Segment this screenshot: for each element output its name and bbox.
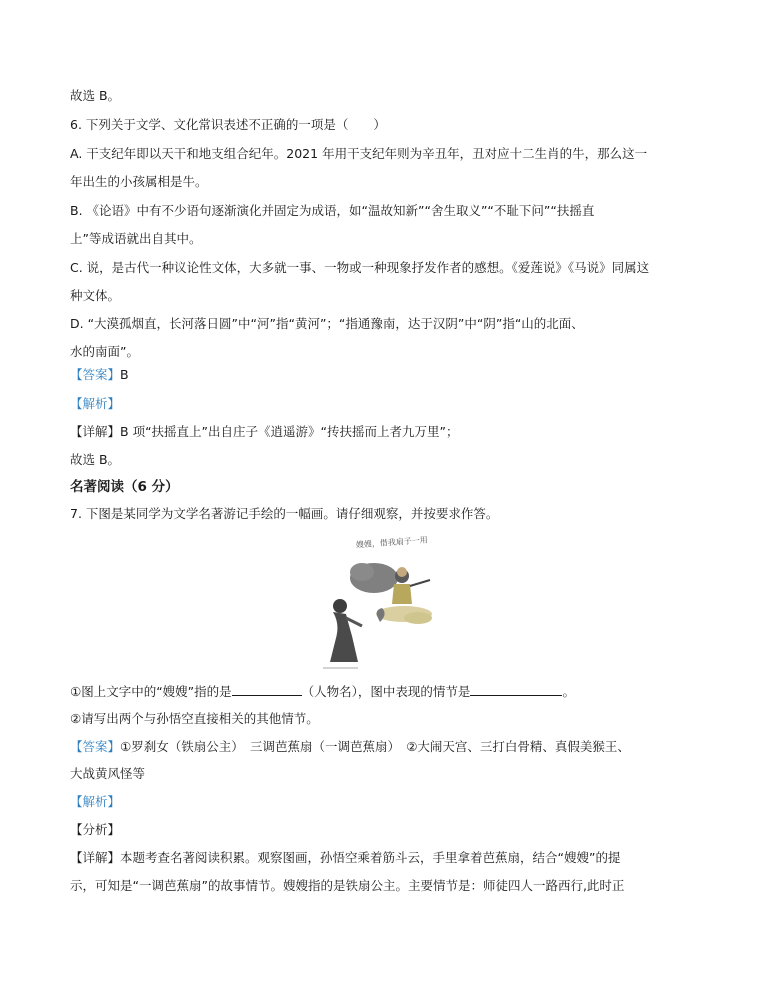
answer-text-1: ①罗刹女（铁扇公主） 三调芭蕉扇（一调芭蕉扇） ②大闹天宫、三打白骨精、真假美猴王、 (120, 739, 630, 754)
detail-tag: 【详解】 (70, 850, 121, 865)
q6-analysis-tag: 【解析】 (70, 396, 121, 411)
option-d-line-2: 水的南面”。 (70, 344, 139, 359)
q7-answer (70, 739, 630, 755)
part-1-text-a: ①图上文字中的“嫂嫂”指的是 (70, 684, 232, 699)
section-heading: 名著阅读（6 分） (70, 479, 179, 495)
q6-answer (70, 367, 129, 383)
option-b-line-1: B. 《论语》中有不少语句逐渐演化并固定为成语，如“温故知新”“舍生取义”“不耻下问”“扶摇直 (70, 203, 595, 218)
option-d-line-1: D. “大漠孤烟直，长河落日圆”中“河”指“黄河”；“指通豫南，达于汉阴”中“阴”指“山的北面、 (70, 316, 584, 331)
option-c-line-1: C. 说，是古代一种议论性文体，大多就一事、一物或一种现象抒发作者的感想。《爱莲说》《马说》同属这 (70, 260, 650, 275)
q6-detail (70, 424, 458, 440)
q7-detail (70, 850, 620, 866)
option-a-line-1: A. 干支纪年即以天干和地支组合纪年。2021 年用干支纪年则为辛丑年，丑对应十二生肖的牛，那么这一 (70, 146, 648, 161)
option-a-line-2: 年出生的小孩属相是牛。 (70, 174, 208, 189)
blank-person-name[interactable] (232, 683, 302, 696)
q7-fenxi-tag: 【分析】 (70, 822, 121, 837)
detail-text: B 项“扶摇直上”出自庄子《逍遥游》“抟扶摇而上者九万里”； (120, 424, 459, 439)
option-b-line-2: 上”等成语就出自其中。 (70, 231, 202, 246)
part-1-text-c: 。 (562, 684, 575, 699)
question-7-stem: 7. 下图是某同学为文学名著游记手绘的一幅画。请仔细观察，并按要求作答。 (70, 506, 499, 521)
answer-value: B (120, 367, 129, 382)
detail-text-1: 本题考查名著阅读积累。观察图画，孙悟空乘着筋斗云，手里拿着芭蕉扇，结合“嫂嫂”的提 (120, 850, 621, 865)
answer-tag: 【答案】 (70, 739, 121, 754)
question-6-stem: 6. 下列关于文学、文化常识表述不正确的一项是（ ） (70, 117, 386, 132)
conclusion-line: 故选 B。 (70, 88, 121, 103)
question-7-part-2: ②请写出两个与孙悟空直接相关的其他情节。 (70, 711, 319, 726)
option-c-line-2: 种文体。 (70, 288, 121, 303)
blank-plot[interactable] (470, 683, 562, 696)
q7-detail-line-2: 示，可知是“一调芭蕉扇”的故事情节。嫂嫂指的是铁扇公主。主要情节是：师徒四人一路西行,此时正 (70, 878, 625, 893)
q7-analysis-tag: 【解析】 (70, 794, 121, 809)
journey-to-the-west-illustration (318, 528, 458, 670)
answer-tag: 【答案】 (70, 367, 121, 382)
q7-answer-line-2: 大战黄风怪等 (70, 766, 146, 781)
q6-conclusion: 故选 B。 (70, 452, 121, 467)
question-7-part-1 (70, 683, 575, 700)
illustration-caption: 嫂嫂，借我扇子一用 (355, 535, 429, 550)
detail-tag: 【详解】 (70, 424, 121, 439)
part-1-text-b: （人物名），图中表现的情节是 (301, 684, 471, 699)
